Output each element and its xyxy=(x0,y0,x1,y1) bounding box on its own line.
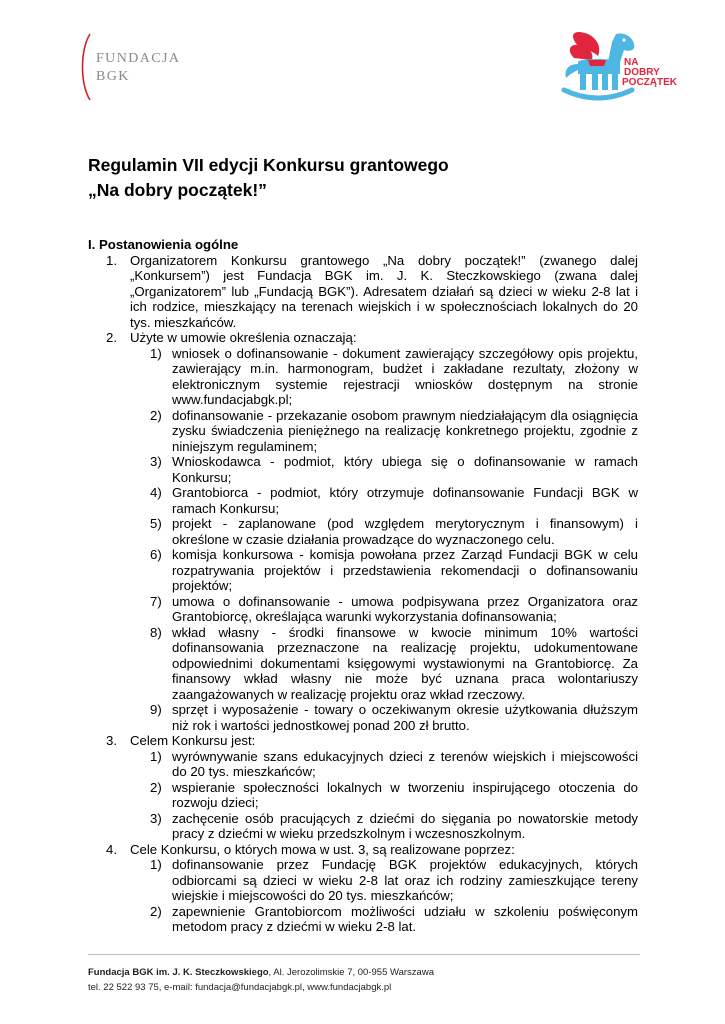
list-text: zachęcenie osób pracujących z dziećmi do sięgania po nowatorskie metody pracy z dziećmi w wieku przedszkolnym i wczesnoszkolnym. xyxy=(172,810,638,841)
list-text: projekt - zaplanowane (pod względem merytorycznym i finansowym) i określone w czasie działania prowadzące do wyznaczonego celu. xyxy=(172,516,638,547)
page-footer xyxy=(88,965,648,995)
list-number: 8) xyxy=(150,624,162,640)
list-number: 4) xyxy=(150,485,162,500)
list-text: wspieranie społeczności lokalnych w tworzeniu inspirującego otoczenia do rozwoju dzieci; xyxy=(172,779,638,810)
list-text: wyrównywanie szans edukacyjnych dzieci z terenów wiejskich i miejscowości do 20 tys. mieszkańców; xyxy=(172,748,638,779)
section-heading: I. Postanowienia ogólne xyxy=(88,237,239,252)
document-title xyxy=(88,153,648,203)
means-item xyxy=(88,857,638,904)
list-number: 6) xyxy=(150,547,162,562)
goal-item xyxy=(88,811,638,842)
na-dobry-poczatek-logo xyxy=(558,28,686,108)
list-text: wkład własny - środki finansowe w kwocie minimum 10% wartości dofinansowania przeznaczone na realizację projektu, udokumentowane odpowiednimi dokumentami księgowymi wystawionymi na Grantobiorcę. Za finansowy wkład własny nie może być uznana praca wolontariuszy zaangażowanych w realizację projektu oraz wkład rzeczowy. xyxy=(172,624,638,702)
paragraph-text: Celem Konkursu jest: xyxy=(130,733,256,748)
list-number: 2) xyxy=(150,779,162,795)
fundacja-logo-line2: BGK xyxy=(96,69,130,84)
paragraph-2 xyxy=(88,330,638,346)
wordmark-line1: NA xyxy=(624,57,639,68)
list-number: 1) xyxy=(150,857,162,872)
paragraph-number: 4. xyxy=(106,841,117,857)
paragraph-text: Użyte w umowie określenia oznaczają: xyxy=(130,330,357,345)
definition-item xyxy=(88,454,638,485)
wordmark-line2: DOBRY xyxy=(624,67,660,78)
list-text: Wnioskodawca - podmiot, który ubiega się o dofinansowanie w ramach Konkursu; xyxy=(172,454,638,485)
paragraph-text: Organizatorem Konkursu grantowego „Na dobry początek!” (zwanego dalej „Konkursem”) jest Fundacja BGK im. J. K. Steczkowskiego (zwana dalej „Organizatorem” lub „Fundacją BGK”). Adresatem działań są dzieci w wieku 2-8 lat i ich rodzice, mieszkający na terenach wiejskich i w społecznościach lokalnych do 20 tys. mieszkańców. xyxy=(130,252,638,330)
list-text: zapewnienie Grantobiorcom możliwości udziału w szkoleniu poświęconym metodom pracy z dziećmi w wieku 2-8 lat. xyxy=(172,903,638,934)
list-number: 2) xyxy=(150,407,162,423)
document-body xyxy=(88,237,638,935)
list-number: 9) xyxy=(150,702,162,717)
list-number: 1) xyxy=(150,345,162,361)
footer-org-name: Fundacja BGK im. J. K. Steczkowskiego xyxy=(88,967,269,978)
footer-address-line xyxy=(88,965,648,980)
list-text: wniosek o dofinansowanie - dokument zawierający szczegółowy opis projektu, zawierający m.in. harmonogram, budżet i zakładane rezultaty, złożony w elektronicznym systemie rejestracji wniosków dostępnym na stronie www.fundacjabgk.pl; xyxy=(172,345,638,407)
footer-address: , Al. Jerozolimskie 7, 00-955 Warszawa xyxy=(268,967,434,978)
paragraph-number: 1. xyxy=(106,252,117,268)
definition-item xyxy=(88,625,638,703)
list-text: dofinansowanie - przekazanie osobom prawnym niedziałającym dla osiągnięcia zysku świadczenia pieniężnego na realizację konkretnego projektu, zgodnie z niniejszym regulaminem; xyxy=(172,407,638,454)
logo-arc-icon xyxy=(78,32,92,102)
list-number: 5) xyxy=(150,516,162,531)
definition-item xyxy=(88,702,638,733)
paragraph-number: 2. xyxy=(106,330,117,345)
list-number: 3) xyxy=(150,454,162,469)
paragraph-1 xyxy=(88,253,638,331)
list-text: dofinansowanie przez Fundację BGK projektów edukacyjnych, których odbiorcami są dzieci w wieku 2-8 lat oraz ich rodziny zamieszkujące tereny wiejskie i miejscowości do 20 tys. mieszkańców; xyxy=(172,857,638,903)
list-text: komisja konkursowa - komisja powołana przez Zarząd Fundacji BGK w celu rozpatrywania projektów i przedstawienia rekomendacji o dofinansowaniu projektów; xyxy=(172,547,638,593)
na-dobry-poczatek-wordmark xyxy=(622,58,677,88)
title-line1: Regulamin VII edycji Konkursu grantowego xyxy=(88,155,449,175)
footer-contact: tel. 22 522 93 75, e-mail: fundacja@fundacjabgk.pl, www.fundacjabgk.pl xyxy=(88,982,392,993)
list-text: sprzęt i wyposażenie - towary o oczekiwanym okresie użytkowania dłuższym niż rok i wartości jednostkowej ponad 200 zł brutto. xyxy=(172,702,638,733)
list-number: 2) xyxy=(150,903,162,919)
page-header xyxy=(0,0,725,120)
paragraph-number: 3. xyxy=(106,733,117,748)
paragraph-text: Cele Konkursu, o których mowa w ust. 3, są realizowane poprzez: xyxy=(130,841,515,857)
fundacja-logo-line1: FUNDACJA xyxy=(96,51,181,66)
list-number: 1) xyxy=(150,748,162,764)
goal-item xyxy=(88,749,638,780)
wordmark-line3: POCZĄTEK xyxy=(622,77,677,88)
definition-item xyxy=(88,547,638,594)
definition-item xyxy=(88,516,638,547)
means-item xyxy=(88,904,638,935)
definition-item xyxy=(88,485,638,516)
paragraph-4 xyxy=(88,842,638,858)
list-text: umowa o dofinansowanie - umowa podpisywana przez Organizatora oraz Grantobiorcę, określająca warunki wykorzystania dofinansowania; xyxy=(172,593,638,624)
definition-item xyxy=(88,408,638,455)
footer-divider xyxy=(88,954,640,955)
title-line2: „Na dobry początek!” xyxy=(88,180,267,200)
list-number: 7) xyxy=(150,593,162,609)
list-number: 3) xyxy=(150,810,162,826)
definition-item xyxy=(88,346,638,408)
goal-item xyxy=(88,780,638,811)
list-text: Grantobiorca - podmiot, który otrzymuje dofinansowanie Fundacji BGK w ramach Konkursu; xyxy=(172,485,638,516)
definition-item xyxy=(88,594,638,625)
paragraph-3 xyxy=(88,733,638,749)
